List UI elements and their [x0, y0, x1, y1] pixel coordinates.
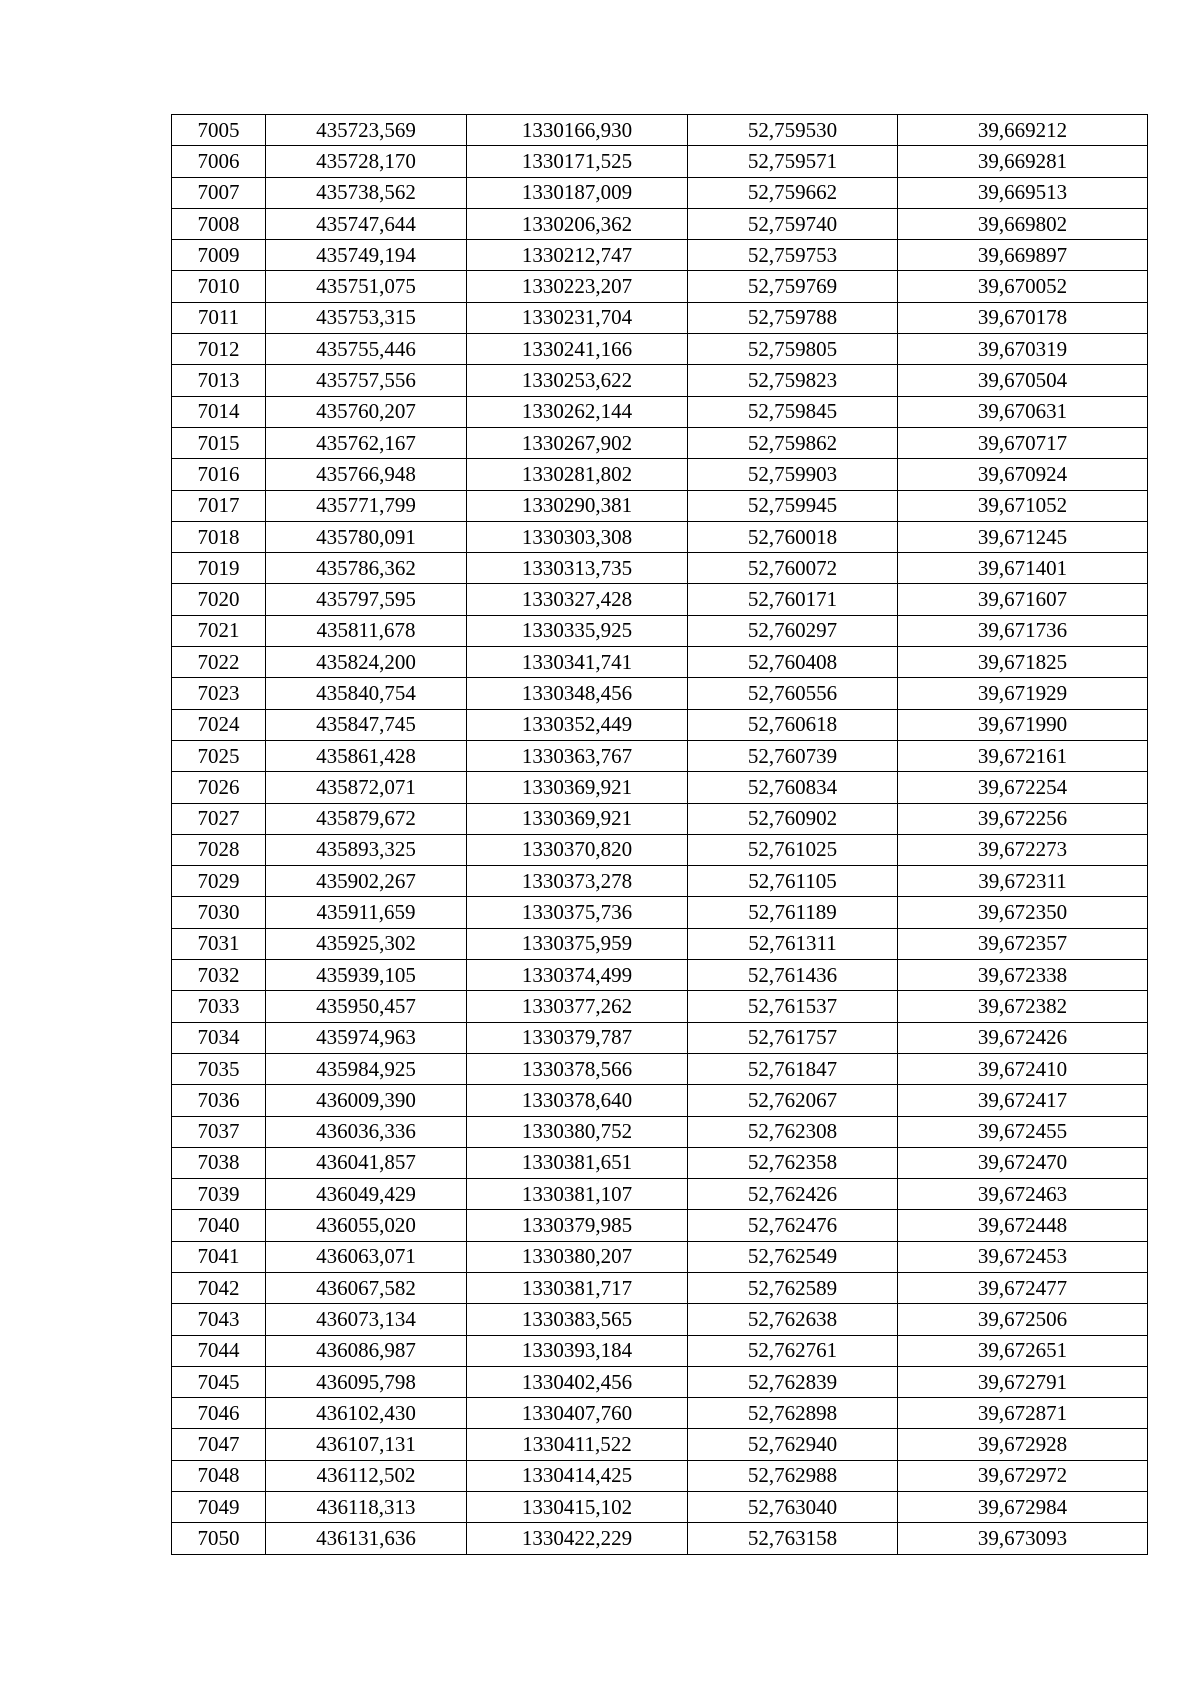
point-number-cell: 7021	[172, 615, 266, 646]
point-number-cell: 7048	[172, 1460, 266, 1491]
table-row	[172, 553, 1148, 584]
point-number-cell: 7037	[172, 1116, 266, 1147]
longitude-cell: 39,672350	[898, 897, 1148, 928]
x-coordinate-cell: 435974,963	[266, 1022, 467, 1053]
x-coordinate-cell: 436086,987	[266, 1335, 467, 1366]
x-coordinate-cell: 435925,302	[266, 928, 467, 959]
x-coordinate-cell: 435824,200	[266, 647, 467, 678]
x-coordinate-cell: 435751,075	[266, 271, 467, 302]
x-coordinate-cell: 436067,582	[266, 1272, 467, 1303]
longitude-cell: 39,670052	[898, 271, 1148, 302]
y-coordinate-cell: 1330379,985	[467, 1210, 688, 1241]
x-coordinate-cell: 435723,569	[266, 115, 467, 146]
table-row	[172, 177, 1148, 208]
latitude-cell: 52,762898	[688, 1398, 898, 1429]
latitude-cell: 52,759903	[688, 459, 898, 490]
latitude-cell: 52,761311	[688, 928, 898, 959]
table-row	[172, 615, 1148, 646]
y-coordinate-cell: 1330381,717	[467, 1272, 688, 1303]
y-coordinate-cell: 1330241,166	[467, 334, 688, 365]
x-coordinate-cell: 435771,799	[266, 490, 467, 521]
x-coordinate-cell: 435762,167	[266, 427, 467, 458]
longitude-cell: 39,672338	[898, 960, 1148, 991]
table-row	[172, 459, 1148, 490]
table-row	[172, 584, 1148, 615]
table-row	[172, 427, 1148, 458]
x-coordinate-cell: 435747,644	[266, 208, 467, 239]
x-coordinate-cell: 435893,325	[266, 834, 467, 865]
y-coordinate-cell: 1330335,925	[467, 615, 688, 646]
longitude-cell: 39,670631	[898, 396, 1148, 427]
point-number-cell: 7034	[172, 1022, 266, 1053]
latitude-cell: 52,761189	[688, 897, 898, 928]
longitude-cell: 39,672357	[898, 928, 1148, 959]
y-coordinate-cell: 1330402,456	[467, 1366, 688, 1397]
table-row	[172, 1053, 1148, 1084]
point-number-cell: 7006	[172, 146, 266, 177]
point-number-cell: 7043	[172, 1304, 266, 1335]
table-row	[172, 1366, 1148, 1397]
x-coordinate-cell: 435755,446	[266, 334, 467, 365]
point-number-cell: 7030	[172, 897, 266, 928]
latitude-cell: 52,762638	[688, 1304, 898, 1335]
point-number-cell: 7013	[172, 365, 266, 396]
table-row	[172, 928, 1148, 959]
point-number-cell: 7036	[172, 1085, 266, 1116]
table-row	[172, 271, 1148, 302]
x-coordinate-cell: 435749,194	[266, 240, 467, 271]
longitude-cell: 39,671736	[898, 615, 1148, 646]
latitude-cell: 52,760618	[688, 709, 898, 740]
table-row	[172, 1179, 1148, 1210]
point-number-cell: 7008	[172, 208, 266, 239]
table-row	[172, 834, 1148, 865]
x-coordinate-cell: 435797,595	[266, 584, 467, 615]
longitude-cell: 39,672871	[898, 1398, 1148, 1429]
table-row	[172, 1429, 1148, 1460]
y-coordinate-cell: 1330303,308	[467, 521, 688, 552]
longitude-cell: 39,672273	[898, 834, 1148, 865]
latitude-cell: 52,762067	[688, 1085, 898, 1116]
table-row	[172, 647, 1148, 678]
y-coordinate-cell: 1330373,278	[467, 866, 688, 897]
x-coordinate-cell: 435939,105	[266, 960, 467, 991]
latitude-cell: 52,762839	[688, 1366, 898, 1397]
point-number-cell: 7017	[172, 490, 266, 521]
point-number-cell: 7027	[172, 803, 266, 834]
y-coordinate-cell: 1330381,107	[467, 1179, 688, 1210]
longitude-cell: 39,670504	[898, 365, 1148, 396]
point-number-cell: 7022	[172, 647, 266, 678]
latitude-cell: 52,759945	[688, 490, 898, 521]
table-row	[172, 396, 1148, 427]
longitude-cell: 39,672470	[898, 1147, 1148, 1178]
point-number-cell: 7032	[172, 960, 266, 991]
x-coordinate-cell: 435753,315	[266, 302, 467, 333]
y-coordinate-cell: 1330363,767	[467, 740, 688, 771]
point-number-cell: 7041	[172, 1241, 266, 1272]
x-coordinate-cell: 435811,678	[266, 615, 467, 646]
x-coordinate-cell: 436118,313	[266, 1492, 467, 1523]
x-coordinate-cell: 436107,131	[266, 1429, 467, 1460]
latitude-cell: 52,759805	[688, 334, 898, 365]
table-row	[172, 740, 1148, 771]
point-number-cell: 7012	[172, 334, 266, 365]
point-number-cell: 7018	[172, 521, 266, 552]
longitude-cell: 39,672417	[898, 1085, 1148, 1116]
x-coordinate-cell: 435872,071	[266, 772, 467, 803]
table-row	[172, 365, 1148, 396]
latitude-cell: 52,762358	[688, 1147, 898, 1178]
latitude-cell: 52,760739	[688, 740, 898, 771]
table-row	[172, 146, 1148, 177]
table-row	[172, 897, 1148, 928]
y-coordinate-cell: 1330313,735	[467, 553, 688, 584]
latitude-cell: 52,759753	[688, 240, 898, 271]
x-coordinate-cell: 436041,857	[266, 1147, 467, 1178]
table-row	[172, 803, 1148, 834]
point-number-cell: 7044	[172, 1335, 266, 1366]
x-coordinate-cell: 435766,948	[266, 459, 467, 490]
x-coordinate-cell: 435728,170	[266, 146, 467, 177]
y-coordinate-cell: 1330375,959	[467, 928, 688, 959]
latitude-cell: 52,761105	[688, 866, 898, 897]
longitude-cell: 39,672311	[898, 866, 1148, 897]
longitude-cell: 39,672256	[898, 803, 1148, 834]
longitude-cell: 39,670319	[898, 334, 1148, 365]
point-number-cell: 7035	[172, 1053, 266, 1084]
longitude-cell: 39,671825	[898, 647, 1148, 678]
x-coordinate-cell: 435786,362	[266, 553, 467, 584]
table-row	[172, 709, 1148, 740]
longitude-cell: 39,670924	[898, 459, 1148, 490]
point-number-cell: 7038	[172, 1147, 266, 1178]
latitude-cell: 52,762426	[688, 1179, 898, 1210]
table-row	[172, 1272, 1148, 1303]
latitude-cell: 52,762476	[688, 1210, 898, 1241]
table-row	[172, 1460, 1148, 1491]
coordinates-table-body	[172, 115, 1148, 1555]
y-coordinate-cell: 1330281,802	[467, 459, 688, 490]
y-coordinate-cell: 1330379,787	[467, 1022, 688, 1053]
latitude-cell: 52,763158	[688, 1523, 898, 1554]
x-coordinate-cell: 435760,207	[266, 396, 467, 427]
table-row	[172, 866, 1148, 897]
longitude-cell: 39,669281	[898, 146, 1148, 177]
y-coordinate-cell: 1330407,760	[467, 1398, 688, 1429]
x-coordinate-cell: 435902,267	[266, 866, 467, 897]
latitude-cell: 52,761025	[688, 834, 898, 865]
point-number-cell: 7015	[172, 427, 266, 458]
longitude-cell: 39,672506	[898, 1304, 1148, 1335]
point-number-cell: 7045	[172, 1366, 266, 1397]
point-number-cell: 7014	[172, 396, 266, 427]
longitude-cell: 39,672463	[898, 1179, 1148, 1210]
latitude-cell: 52,759769	[688, 271, 898, 302]
longitude-cell: 39,671245	[898, 521, 1148, 552]
point-number-cell: 7026	[172, 772, 266, 803]
point-number-cell: 7029	[172, 866, 266, 897]
y-coordinate-cell: 1330267,902	[467, 427, 688, 458]
x-coordinate-cell: 436095,798	[266, 1366, 467, 1397]
x-coordinate-cell: 435911,659	[266, 897, 467, 928]
point-number-cell: 7025	[172, 740, 266, 771]
x-coordinate-cell: 435984,925	[266, 1053, 467, 1084]
longitude-cell: 39,669897	[898, 240, 1148, 271]
latitude-cell: 52,762589	[688, 1272, 898, 1303]
latitude-cell: 52,761757	[688, 1022, 898, 1053]
latitude-cell: 52,759740	[688, 208, 898, 239]
y-coordinate-cell: 1330262,144	[467, 396, 688, 427]
point-number-cell: 7028	[172, 834, 266, 865]
y-coordinate-cell: 1330352,449	[467, 709, 688, 740]
y-coordinate-cell: 1330381,651	[467, 1147, 688, 1178]
x-coordinate-cell: 435757,556	[266, 365, 467, 396]
longitude-cell: 39,670178	[898, 302, 1148, 333]
table-row	[172, 1241, 1148, 1272]
latitude-cell: 52,760072	[688, 553, 898, 584]
latitude-cell: 52,762761	[688, 1335, 898, 1366]
x-coordinate-cell: 435861,428	[266, 740, 467, 771]
x-coordinate-cell: 436009,390	[266, 1085, 467, 1116]
point-number-cell: 7019	[172, 553, 266, 584]
latitude-cell: 52,760408	[688, 647, 898, 678]
longitude-cell: 39,672791	[898, 1366, 1148, 1397]
x-coordinate-cell: 435780,091	[266, 521, 467, 552]
point-number-cell: 7047	[172, 1429, 266, 1460]
table-row	[172, 1335, 1148, 1366]
latitude-cell: 52,761847	[688, 1053, 898, 1084]
y-coordinate-cell: 1330206,362	[467, 208, 688, 239]
y-coordinate-cell: 1330383,565	[467, 1304, 688, 1335]
x-coordinate-cell: 435738,562	[266, 177, 467, 208]
table-row	[172, 960, 1148, 991]
x-coordinate-cell: 436102,430	[266, 1398, 467, 1429]
latitude-cell: 52,760297	[688, 615, 898, 646]
point-number-cell: 7046	[172, 1398, 266, 1429]
y-coordinate-cell: 1330377,262	[467, 991, 688, 1022]
latitude-cell: 52,759662	[688, 177, 898, 208]
table-row	[172, 1147, 1148, 1178]
y-coordinate-cell: 1330375,736	[467, 897, 688, 928]
y-coordinate-cell: 1330369,921	[467, 772, 688, 803]
point-number-cell: 7007	[172, 177, 266, 208]
longitude-cell: 39,672972	[898, 1460, 1148, 1491]
x-coordinate-cell: 435840,754	[266, 678, 467, 709]
x-coordinate-cell: 436112,502	[266, 1460, 467, 1491]
y-coordinate-cell: 1330378,566	[467, 1053, 688, 1084]
latitude-cell: 52,759823	[688, 365, 898, 396]
y-coordinate-cell: 1330370,820	[467, 834, 688, 865]
table-row	[172, 678, 1148, 709]
longitude-cell: 39,672984	[898, 1492, 1148, 1523]
latitude-cell: 52,759845	[688, 396, 898, 427]
table-row	[172, 772, 1148, 803]
latitude-cell: 52,762549	[688, 1241, 898, 1272]
longitude-cell: 39,672410	[898, 1053, 1148, 1084]
table-row	[172, 1523, 1148, 1554]
point-number-cell: 7050	[172, 1523, 266, 1554]
latitude-cell: 52,759862	[688, 427, 898, 458]
longitude-cell: 39,672382	[898, 991, 1148, 1022]
longitude-cell: 39,672477	[898, 1272, 1148, 1303]
latitude-cell: 52,759571	[688, 146, 898, 177]
longitude-cell: 39,672161	[898, 740, 1148, 771]
coordinates-table	[171, 114, 1148, 1555]
x-coordinate-cell: 436131,636	[266, 1523, 467, 1554]
table-row	[172, 1022, 1148, 1053]
longitude-cell: 39,671990	[898, 709, 1148, 740]
table-row	[172, 302, 1148, 333]
latitude-cell: 52,760902	[688, 803, 898, 834]
table-row	[172, 1398, 1148, 1429]
longitude-cell: 39,671052	[898, 490, 1148, 521]
y-coordinate-cell: 1330348,456	[467, 678, 688, 709]
longitude-cell: 39,672455	[898, 1116, 1148, 1147]
y-coordinate-cell: 1330253,622	[467, 365, 688, 396]
x-coordinate-cell: 435950,457	[266, 991, 467, 1022]
point-number-cell: 7033	[172, 991, 266, 1022]
latitude-cell: 52,760556	[688, 678, 898, 709]
longitude-cell: 39,673093	[898, 1523, 1148, 1554]
table-row	[172, 1085, 1148, 1116]
longitude-cell: 39,671929	[898, 678, 1148, 709]
longitude-cell: 39,672254	[898, 772, 1148, 803]
latitude-cell: 52,759788	[688, 302, 898, 333]
latitude-cell: 52,763040	[688, 1492, 898, 1523]
y-coordinate-cell: 1330393,184	[467, 1335, 688, 1366]
x-coordinate-cell: 436055,020	[266, 1210, 467, 1241]
longitude-cell: 39,672426	[898, 1022, 1148, 1053]
longitude-cell: 39,669212	[898, 115, 1148, 146]
point-number-cell: 7016	[172, 459, 266, 490]
point-number-cell: 7042	[172, 1272, 266, 1303]
x-coordinate-cell: 435847,745	[266, 709, 467, 740]
x-coordinate-cell: 436073,134	[266, 1304, 467, 1335]
point-number-cell: 7011	[172, 302, 266, 333]
y-coordinate-cell: 1330341,741	[467, 647, 688, 678]
y-coordinate-cell: 1330166,930	[467, 115, 688, 146]
longitude-cell: 39,669513	[898, 177, 1148, 208]
table-row	[172, 1492, 1148, 1523]
x-coordinate-cell: 436049,429	[266, 1179, 467, 1210]
longitude-cell: 39,671607	[898, 584, 1148, 615]
latitude-cell: 52,762940	[688, 1429, 898, 1460]
y-coordinate-cell: 1330369,921	[467, 803, 688, 834]
point-number-cell: 7010	[172, 271, 266, 302]
y-coordinate-cell: 1330187,009	[467, 177, 688, 208]
latitude-cell: 52,762308	[688, 1116, 898, 1147]
y-coordinate-cell: 1330378,640	[467, 1085, 688, 1116]
table-row	[172, 208, 1148, 239]
longitude-cell: 39,672453	[898, 1241, 1148, 1272]
latitude-cell: 52,762988	[688, 1460, 898, 1491]
latitude-cell: 52,760834	[688, 772, 898, 803]
table-row	[172, 521, 1148, 552]
point-number-cell: 7024	[172, 709, 266, 740]
longitude-cell: 39,670717	[898, 427, 1148, 458]
point-number-cell: 7005	[172, 115, 266, 146]
latitude-cell: 52,761537	[688, 991, 898, 1022]
table-row	[172, 1210, 1148, 1241]
x-coordinate-cell: 436036,336	[266, 1116, 467, 1147]
table-row	[172, 334, 1148, 365]
y-coordinate-cell: 1330415,102	[467, 1492, 688, 1523]
table-row	[172, 991, 1148, 1022]
y-coordinate-cell: 1330411,522	[467, 1429, 688, 1460]
longitude-cell: 39,672928	[898, 1429, 1148, 1460]
y-coordinate-cell: 1330212,747	[467, 240, 688, 271]
y-coordinate-cell: 1330231,704	[467, 302, 688, 333]
x-coordinate-cell: 436063,071	[266, 1241, 467, 1272]
y-coordinate-cell: 1330380,207	[467, 1241, 688, 1272]
latitude-cell: 52,760018	[688, 521, 898, 552]
table-row	[172, 1304, 1148, 1335]
y-coordinate-cell: 1330374,499	[467, 960, 688, 991]
table-row	[172, 115, 1148, 146]
latitude-cell: 52,761436	[688, 960, 898, 991]
y-coordinate-cell: 1330380,752	[467, 1116, 688, 1147]
longitude-cell: 39,671401	[898, 553, 1148, 584]
point-number-cell: 7023	[172, 678, 266, 709]
latitude-cell: 52,759530	[688, 115, 898, 146]
latitude-cell: 52,760171	[688, 584, 898, 615]
longitude-cell: 39,672651	[898, 1335, 1148, 1366]
table-row	[172, 240, 1148, 271]
y-coordinate-cell: 1330414,425	[467, 1460, 688, 1491]
point-number-cell: 7031	[172, 928, 266, 959]
y-coordinate-cell: 1330290,381	[467, 490, 688, 521]
point-number-cell: 7039	[172, 1179, 266, 1210]
y-coordinate-cell: 1330422,229	[467, 1523, 688, 1554]
point-number-cell: 7049	[172, 1492, 266, 1523]
point-number-cell: 7020	[172, 584, 266, 615]
table-row	[172, 490, 1148, 521]
longitude-cell: 39,669802	[898, 208, 1148, 239]
table-row	[172, 1116, 1148, 1147]
point-number-cell: 7040	[172, 1210, 266, 1241]
y-coordinate-cell: 1330327,428	[467, 584, 688, 615]
x-coordinate-cell: 435879,672	[266, 803, 467, 834]
y-coordinate-cell: 1330223,207	[467, 271, 688, 302]
point-number-cell: 7009	[172, 240, 266, 271]
y-coordinate-cell: 1330171,525	[467, 146, 688, 177]
longitude-cell: 39,672448	[898, 1210, 1148, 1241]
